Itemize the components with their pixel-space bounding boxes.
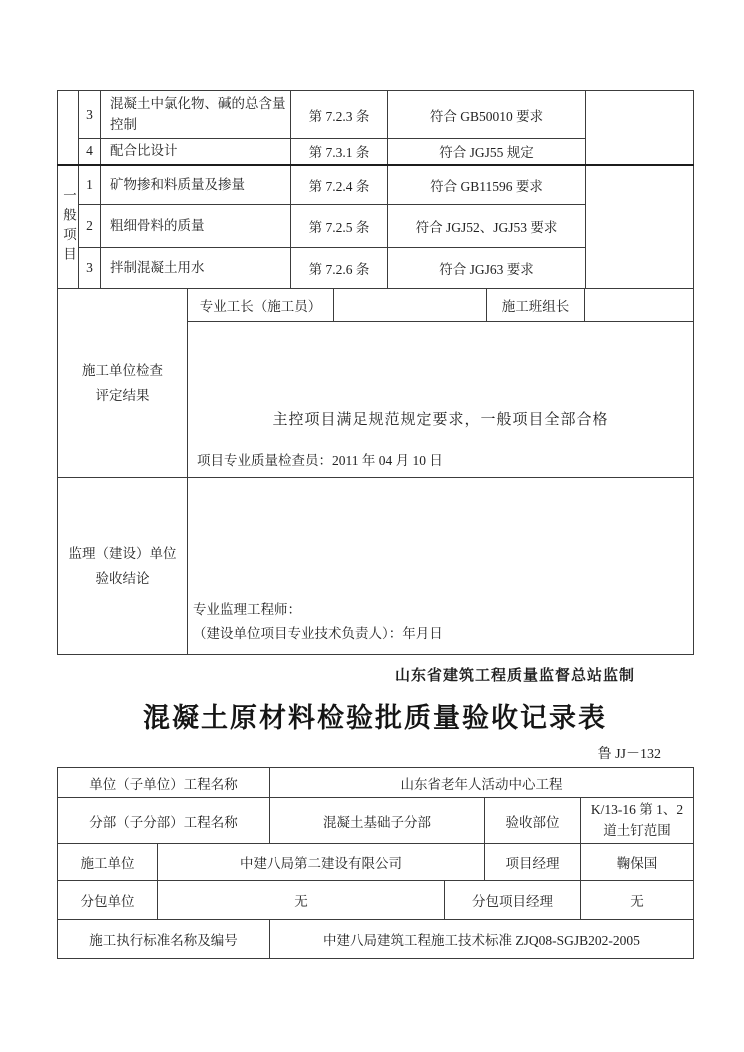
requirement: 符合 JGJ52、JGJ53 要求 [388, 205, 586, 248]
row-number: 1 [79, 165, 101, 205]
row-number: 2 [79, 205, 101, 248]
table-row [58, 478, 694, 655]
table-row [58, 165, 694, 205]
page-title: 混凝土原材料检验批质量验收记录表 [143, 703, 607, 734]
clause-ref: 第 7.2.6 条 [291, 248, 388, 289]
crew-leader-signature-cell [585, 289, 694, 322]
table-row [58, 768, 694, 798]
table-row [58, 798, 694, 844]
evaluation-conclusion: 主控项目满足规范规定要求，一般项目全部合格 [272, 412, 609, 429]
project-manager-label: 项目经理 [485, 843, 581, 880]
item-name: 粗细骨料的质量 [101, 205, 291, 248]
acceptance-part-label: 验收部位 [485, 798, 581, 844]
clause-ref: 第 7.2.5 条 [291, 205, 388, 248]
item-name: 混凝土中氯化物、碱的总含量控制 [101, 91, 291, 139]
item-name: 矿物掺和料质量及掺量 [101, 165, 291, 205]
standard-label: 施工执行标准名称及编号 [58, 919, 270, 958]
sub-manager-value: 无 [581, 880, 694, 919]
crew-leader-label: 施工班组长 [487, 289, 585, 322]
inspector-date-line: 项目专业质量检查员：2011 年 04 月 10 日 [197, 453, 443, 469]
supervision-section-label [58, 478, 188, 655]
row-number: 3 [79, 248, 101, 289]
unit-project-label: 单位（子单位）工程名称 [58, 768, 270, 798]
clause-ref: 第 7.2.3 条 [291, 91, 388, 139]
acceptance-part-value [581, 798, 694, 844]
supervision-label-line2: 验收结论 [95, 571, 150, 587]
project-manager-value: 鞠保国 [581, 843, 694, 880]
supervision-engineer-line: 专业监理工程师： [193, 601, 301, 617]
row-number: 3 [79, 91, 101, 139]
table-row [58, 289, 694, 322]
requirement: 符合 JGJ63 要求 [388, 248, 586, 289]
form-code: 鲁 JJ－132 [597, 747, 661, 763]
construction-unit-label: 施工单位 [58, 843, 158, 880]
foreman-signature-cell [334, 289, 487, 322]
table-row [58, 843, 694, 880]
item-name: 配合比设计 [101, 139, 291, 165]
evaluation-label-line1: 施工单位检查 [82, 362, 163, 378]
sub-manager-label: 分包项目经理 [445, 880, 581, 919]
row-number: 4 [79, 139, 101, 165]
requirement: 符合 GB11596 要求 [388, 165, 586, 205]
subcontractor-value: 无 [158, 880, 445, 919]
sub-project-value: 混凝土基础子分部 [270, 798, 485, 844]
project-info-table [57, 767, 694, 959]
table-row [58, 880, 694, 919]
clause-ref: 第 7.2.4 条 [291, 165, 388, 205]
general-section-label: 一般项目 [58, 165, 79, 289]
result-cell-empty [586, 165, 694, 289]
supervision-conclusion-cell [188, 478, 694, 655]
requirement: 符合 GB50010 要求 [388, 91, 586, 139]
main-section-label-cell [58, 91, 79, 165]
acceptance-part-value-line2: 道土钉范围 [603, 822, 671, 838]
foreman-label: 专业工长（施工员） [188, 289, 334, 322]
construction-unit-value: 中建八局第二建设有限公司 [158, 843, 485, 880]
unit-project-value: 山东省老年人活动中心工程 [270, 768, 694, 798]
item-name: 拌制混凝土用水 [101, 248, 291, 289]
result-cell-empty [586, 91, 694, 165]
evaluation-label-line2: 评定结果 [95, 388, 150, 404]
document-page [57, 0, 693, 959]
table-row [58, 91, 694, 139]
standard-value: 中建八局建筑工程施工技术标准 ZJQ08-SGJB202-2005 [270, 919, 694, 958]
evaluation-table [57, 288, 694, 655]
evaluation-result-cell [188, 322, 694, 478]
evaluation-section-label [58, 289, 188, 478]
acceptance-part-value-line1: K/13-16 第 1、2 [590, 802, 684, 818]
inspection-items-table [57, 90, 694, 289]
supervision-responsible-line: （建设单位项目专业技术负责人）：年月日 [193, 626, 443, 642]
issuing-authority-note: 山东省建筑工程质量监督总站监制 [394, 668, 635, 685]
sub-project-label: 分部（子分部）工程名称 [58, 798, 270, 844]
clause-ref: 第 7.3.1 条 [291, 139, 388, 165]
supervision-label-line1: 监理（建设）单位 [68, 545, 177, 561]
requirement: 符合 JGJ55 规定 [388, 139, 586, 165]
subcontractor-label: 分包单位 [58, 880, 158, 919]
table-row [58, 919, 694, 958]
